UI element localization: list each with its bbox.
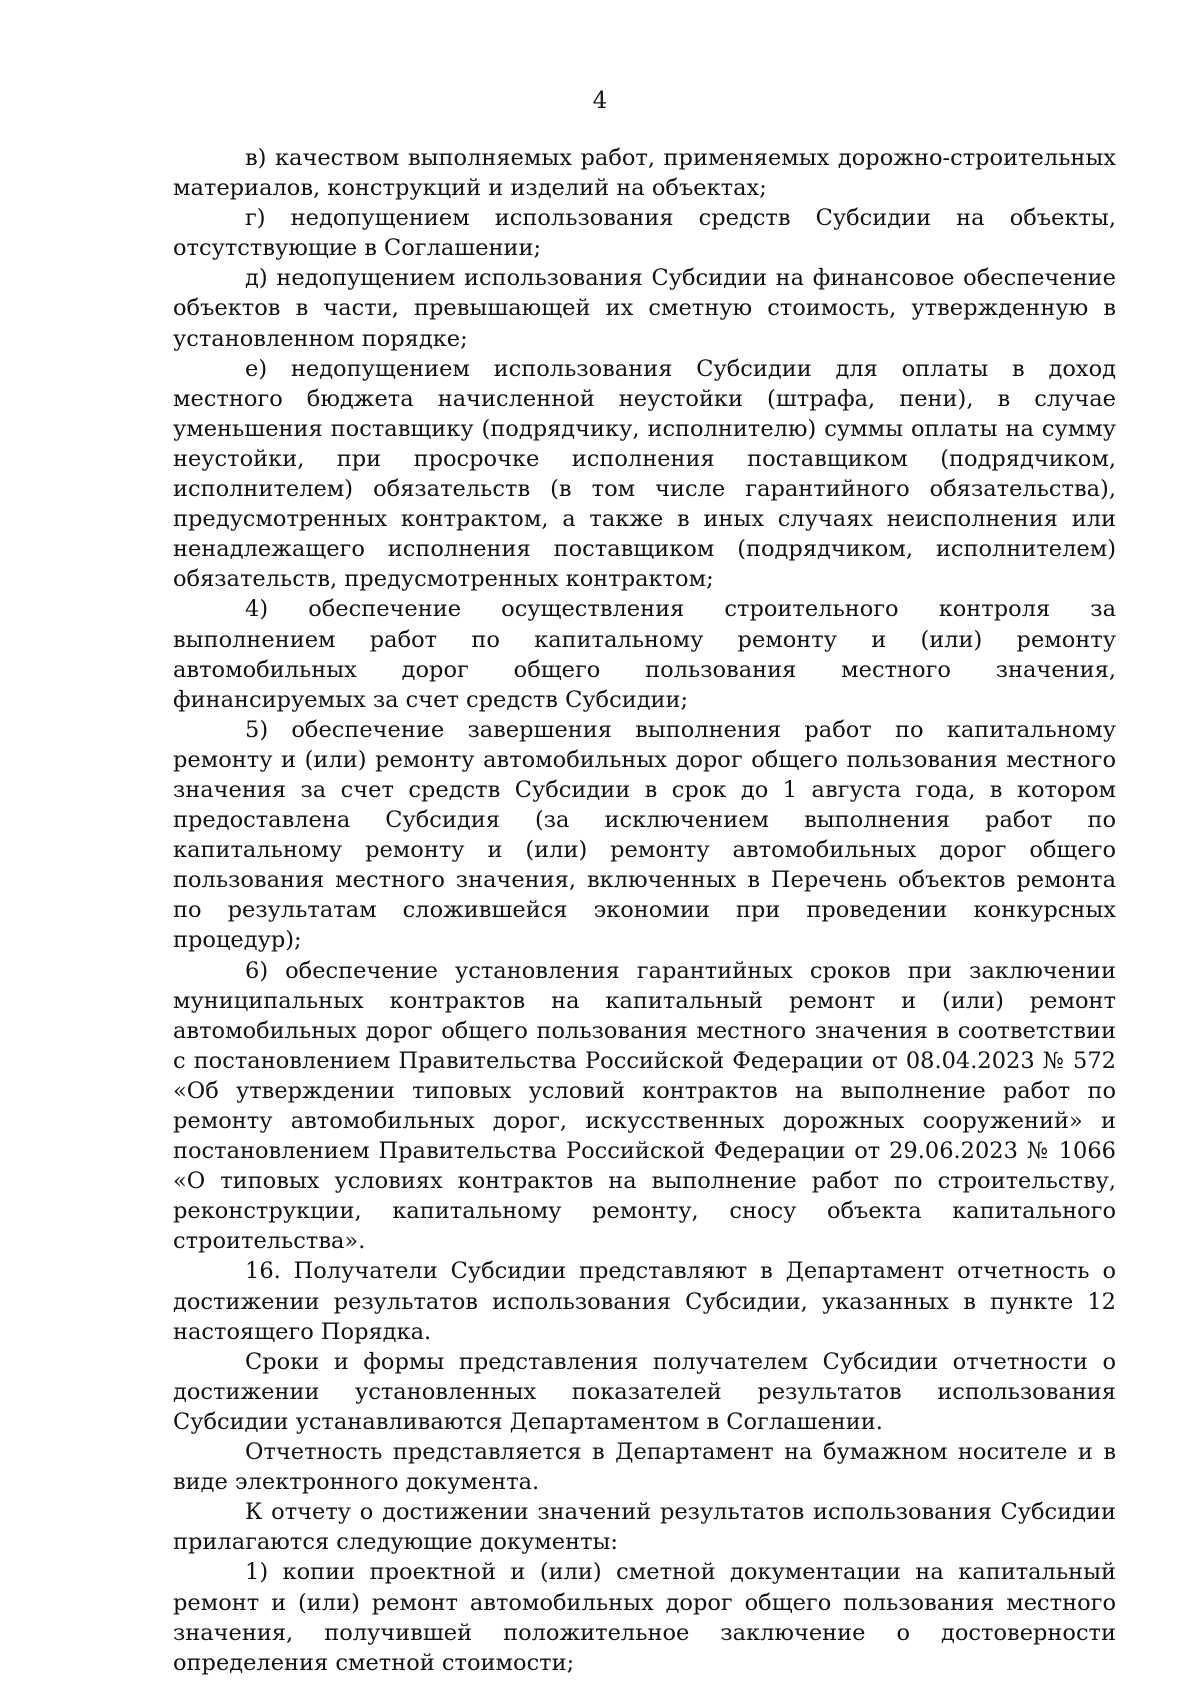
paragraph-attachment-1: 1) копии проектной и (или) сметной документации на капитальный ремонт и (или) ремонт автомобильных дорог общего пользования местного значения, получившей положительное заключение о достоверности определения сметной стоимости;: [173, 1559, 1116, 1676]
paragraph-report-format: Отчетность представляется в Департамент на бумажном носителе и в виде электронного документа.: [173, 1439, 1116, 1496]
paragraph-16-reporting: 16. Получатели Субсидии представляют в Департамент отчетность о достижении результатов использования Субсидии, указанных в пункте 12 настоящего Порядка.: [173, 1258, 1116, 1345]
paragraph-attachments-intro: К отчету о достижении значений результатов использования Субсидии прилагаются следующие документы:: [173, 1499, 1116, 1556]
paragraph-5-completion: 5) обеспечение завершения выполнения работ по капитальному ремонту и (или) ремонту автомобильных дорог общего пользования местного значения за счет средств Субсидии в срок до 1 августа года, в котором предоставлена Субсидия (за исключением выполнения работ по капитальному ремонту и (или) ремонту автомобильных дорог общего пользования местного значения, включенных в Перечень объектов ремонта по результатам сложившейся экономии при проведении конкурсных процедур);: [173, 716, 1116, 954]
paragraph-6-warranty: 6) обеспечение установления гарантийных сроков при заключении муниципальных контрактов на капитальный ремонт и (или) ремонт автомобильных дорог общего пользования местного значения в соответствии с постановлением Правительства Российской Федерации от 08.04.2023 № 572 «Об утверждении типовых условий контрактов на выполнение работ по ремонту автомобильных дорог, искусственных дорожных сооружений» и постановлением Правительства Российской Федерации от 29.06.2023 № 1066 «О типовых условиях контрактов на выполнение работ по строительству, реконструкции, капитальному ремонту, сносу объекта капитального строительства».: [173, 957, 1116, 1255]
paragraph-v-quality: в) качеством выполняемых работ, применяемых дорожно-строительных материалов, конструкций и изделий на объектах;: [173, 145, 1116, 202]
paragraph-d-estimate: д) недопущением использования Субсидии на финансовое обеспечение объектов в части, превышающей их сметную стоимость, утвержденную в установленном порядке;: [173, 265, 1116, 352]
paragraph-report-terms: Сроки и формы представления получателем Субсидии отчетности о достижении установленных показателей результатов использования Субсидии устанавливаются Департаментом в Соглашении.: [173, 1348, 1116, 1435]
document-body: [173, 143, 1116, 1678]
paragraph-e-penalty: е) недопущением использования Субсидии для оплаты в доход местного бюджета начисленной неустойки (штрафа, пени), в случае уменьшения поставщику (подрядчику, исполнителю) суммы оплаты на сумму неустойки, при просрочке исполнения поставщиком (подрядчиком, исполнителем) обязательств (в том числе гарантийного обязательства), предусмотренных контрактом, а также в иных случаях неисполнения или ненадлежащего исполнения поставщиком (подрядчиком, исполнителем) обязательств, предусмотренных контрактом;: [173, 355, 1116, 593]
page-number: 4: [592, 88, 608, 114]
paragraph-g-objects: г) недопущением использования средств Субсидии на объекты, отсутствующие в Соглашении;: [173, 205, 1116, 262]
paragraph-4-construction-control: 4) обеспечение осуществления строительного контроля за выполнением работ по капитальному ремонту и (или) ремонту автомобильных дорог общего пользования местного значения, финансируемых за счет средств Субсидии;: [173, 596, 1116, 713]
